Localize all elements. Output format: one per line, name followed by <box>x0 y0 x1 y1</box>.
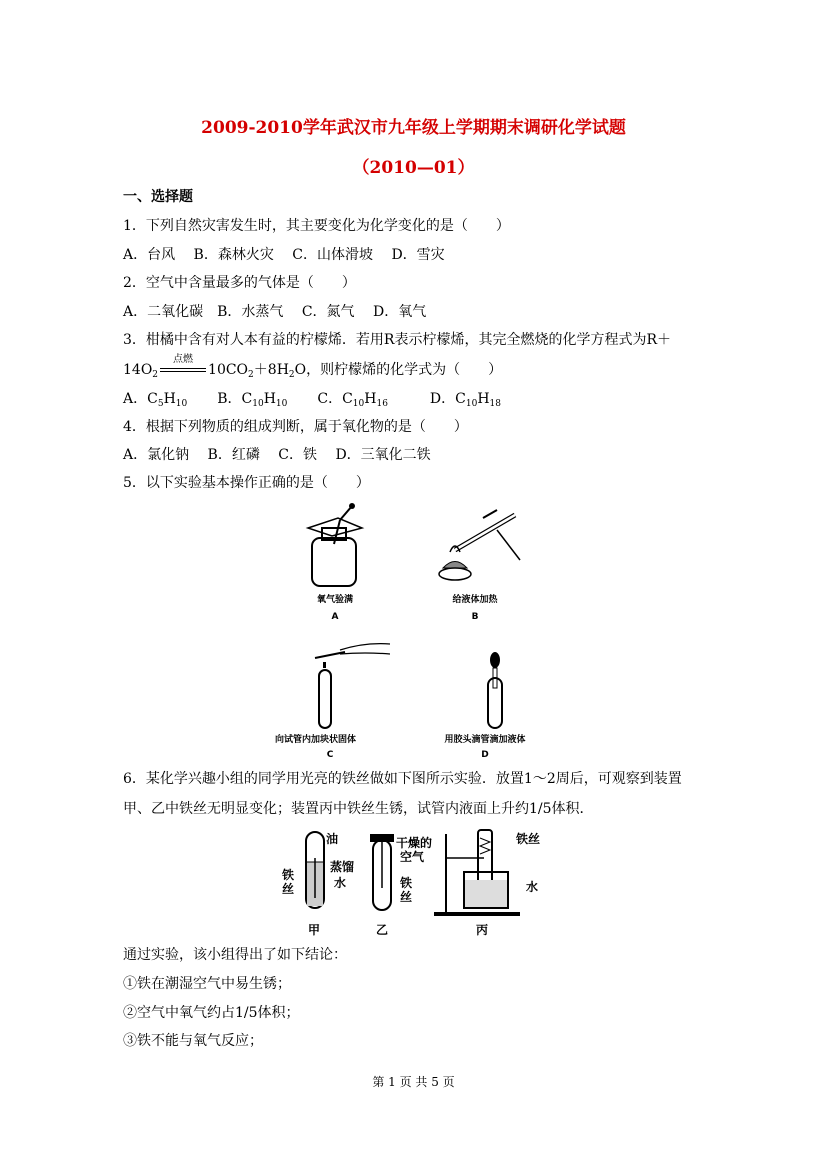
dropper-icon <box>430 640 540 730</box>
oxygen-test-icon <box>290 500 380 590</box>
q5-stem: 5．以下实验基本操作正确的是（ ） <box>123 475 370 491</box>
exam-title: 2009-2010学年武汉市九年级上学期期末调研化学试题 <box>201 118 626 138</box>
page-footer: 第 1 页 共 5 页 <box>372 1075 455 1089</box>
q3-option-d: D．$C_{10}H_{18}$ <box>429 391 501 409</box>
section-heading: 一、选择题 <box>123 189 193 205</box>
q3-equation: $14O_2$ 点燃 $10CO_2+8H_2O$，则柠檬烯的化学式为（ ） <box>123 361 502 384</box>
q6-figure: 油 铁丝 蒸馏 水 干燥的 空气 铁丝 铁丝 水 甲 乙 丙 <box>278 828 558 938</box>
q3-options <box>123 390 501 413</box>
adding-solid-icon <box>285 640 395 730</box>
q1-options: A．台风 B．森林火灾 C．山体滑坡 D．雪灾 <box>123 247 445 263</box>
q6-conclusion-1: ①铁在潮湿空气中易生锈； <box>123 976 291 992</box>
figure-d: 用胶头滴管滴加液体 D <box>430 640 540 765</box>
figure-b: 给液体加热 B <box>425 500 525 630</box>
figure-a: 氧气验满 A <box>290 500 380 630</box>
exam-date: （2010—01） <box>352 158 475 178</box>
heating-liquid-icon <box>425 500 525 590</box>
q3-stem: 3．柑橘中含有对人本有益的柠檬烯．若用R表示柠檬烯，其完全燃烧的化学方程式为R＋ <box>123 332 671 348</box>
q1-stem: 1．下列自然灾害发生时，其主要变化为化学变化的是（ ） <box>123 218 510 234</box>
q6-stem-line1: 6．某化学兴趣小组的同学用光亮的铁丝做如下图所示实验．放置1～2周后，可观察到装置 <box>123 771 682 787</box>
q2-stem: 2．空气中含量最多的气体是（ ） <box>123 275 356 291</box>
figure-c: 向试管内加块状固体 C <box>285 640 395 765</box>
q6-conclusion-2: ②空气中氧气约占1/5体积； <box>123 1005 300 1021</box>
reaction-condition: 点燃 <box>173 354 194 365</box>
q3-option-b: B．$C_{10}H_{10}$ <box>217 391 288 409</box>
q2-options: A．二氧化碳 B．水蒸气 C．氮气 D．氧气 <box>123 304 427 320</box>
q4-stem: 4．根据下列物质的组成判断，属于氧化物的是（ ） <box>123 419 468 435</box>
q4-options: A．氯化钠 B．红磷 C．铁 D．三氧化二铁 <box>123 447 431 463</box>
q6-conclusion-intro: 通过实验，该小组得出了如下结论： <box>123 947 347 963</box>
q3-option-c: C．$C_{10}H_{16}$ <box>317 391 388 409</box>
q3-option-a: A．$C_5H_{10}$ <box>123 391 188 409</box>
q6-conclusion-3: ③铁不能与氧气反应； <box>123 1033 263 1049</box>
q6-stem-line2: 甲、乙中铁丝无明显变化；装置丙中铁丝生锈，试管内液面上升约1/5体积． <box>123 801 594 817</box>
